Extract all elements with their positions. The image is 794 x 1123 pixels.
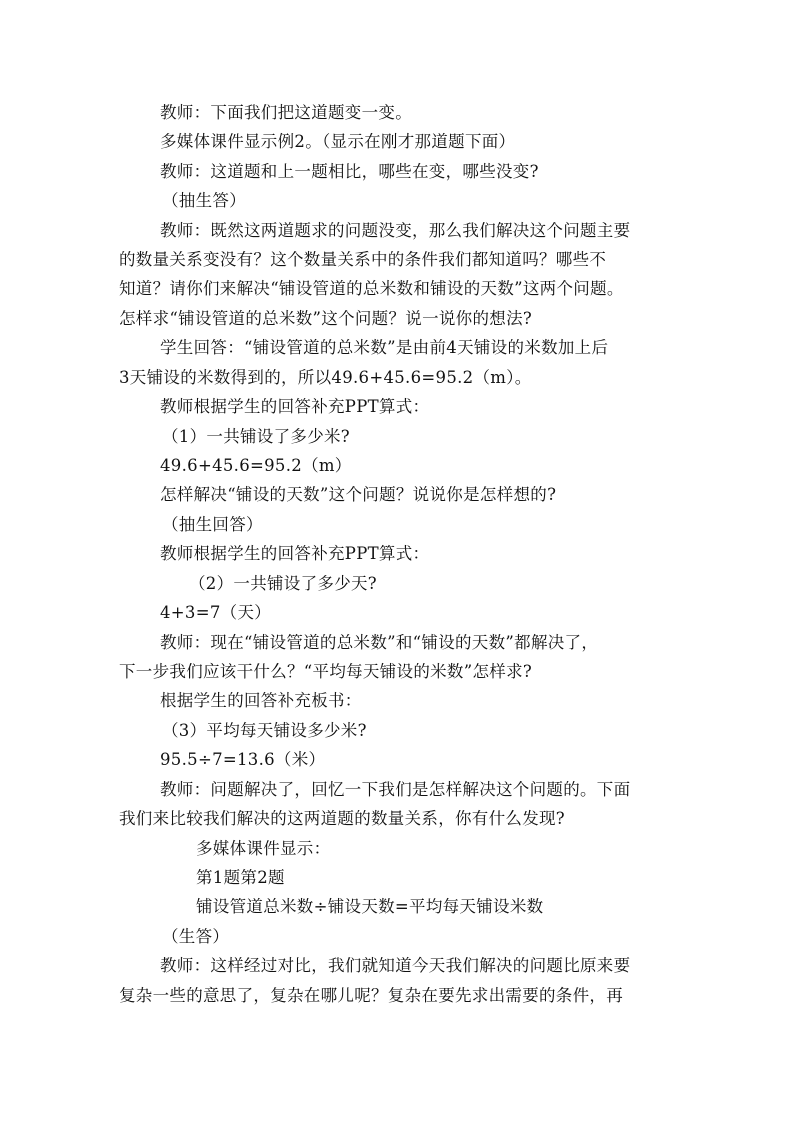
paragraph-line: 3天铺设的米数得到的，所以49.6+45.6=95.2（m）。 (119, 368, 532, 387)
paragraph-line: （2）一共铺设了多少天? (189, 574, 377, 593)
paragraph-line: 95.5÷7=13.6（米） (160, 750, 326, 769)
paragraph-line: 第1题第2题 (196, 868, 285, 887)
paragraph-line: （生答） (162, 927, 230, 946)
paragraph-line: 4+3=7（天） (160, 603, 272, 622)
paragraph-line: 多媒体课件显示例2。（显示在刚才那道题下面） (160, 132, 516, 151)
paragraph-line: 知道？请你们来解决“铺设管道的总米数和铺设的天数”这两个问题。 (119, 279, 624, 298)
paragraph-line: 教师根据学生的回答补充PPT算式： (160, 544, 430, 563)
paragraph-line: 教师根据学生的回答补充PPT算式： (160, 397, 430, 416)
paragraph-line: 多媒体课件显示： (196, 839, 331, 858)
paragraph-line: 教师：既然这两道题求的问题没变，那么我们解决这个问题主要 (160, 221, 631, 240)
paragraph-line: 教师：这样经过对比，我们就知道今天我们解决的问题比原来要 (160, 956, 631, 975)
paragraph-line: 根据学生的回答补充板书： (160, 691, 362, 710)
paragraph-line: 的数量关系变没有？这个数量关系中的条件我们都知道吗？哪些不 (119, 250, 607, 269)
paragraph-line: 铺设管道总米数÷铺设天数=平均每天铺设米数 (196, 897, 544, 916)
paragraph-line: 下一步我们应该干什么？“平均每天铺设的米数”怎样求? (119, 662, 533, 681)
paragraph-line: （3）平均每天铺设多少米? (162, 721, 367, 740)
paragraph-line: 教师：现在“铺设管道的总米数”和“铺设的天数”都解决了， (160, 633, 599, 652)
paragraph-line: （抽生回答） (162, 515, 263, 534)
paragraph-line: 怎样解决“铺设的天数”这个问题？说说你是怎样想的? (160, 485, 557, 504)
paragraph-line: 教师：下面我们把这道题变一变。 (160, 103, 412, 122)
paragraph-line: 49.6+45.6=95.2（m） (160, 456, 352, 475)
paragraph-line: （抽生答） (162, 191, 246, 210)
paragraph-line: 教师：问题解决了，回忆一下我们是怎样解决这个问题的。下面 (160, 780, 631, 799)
paragraph-line: 学生回答：“铺设管道的总米数”是由前4天铺设的米数加上后 (160, 338, 609, 357)
paragraph-line: 我们来比较我们解决的这两道题的数量关系，你有什么发现? (119, 809, 565, 828)
paragraph-line: （1）一共铺设了多少米? (162, 427, 350, 446)
paragraph-line: 教师：这道题和上一题相比，哪些在变，哪些没变? (160, 162, 539, 181)
paragraph-line: 复杂一些的意思了，复杂在哪儿呢？复杂在要先求出需要的条件，再 (119, 986, 623, 1005)
paragraph-line: 怎样求“铺设管道的总米数”这个问题？说一说你的想法? (119, 309, 533, 328)
